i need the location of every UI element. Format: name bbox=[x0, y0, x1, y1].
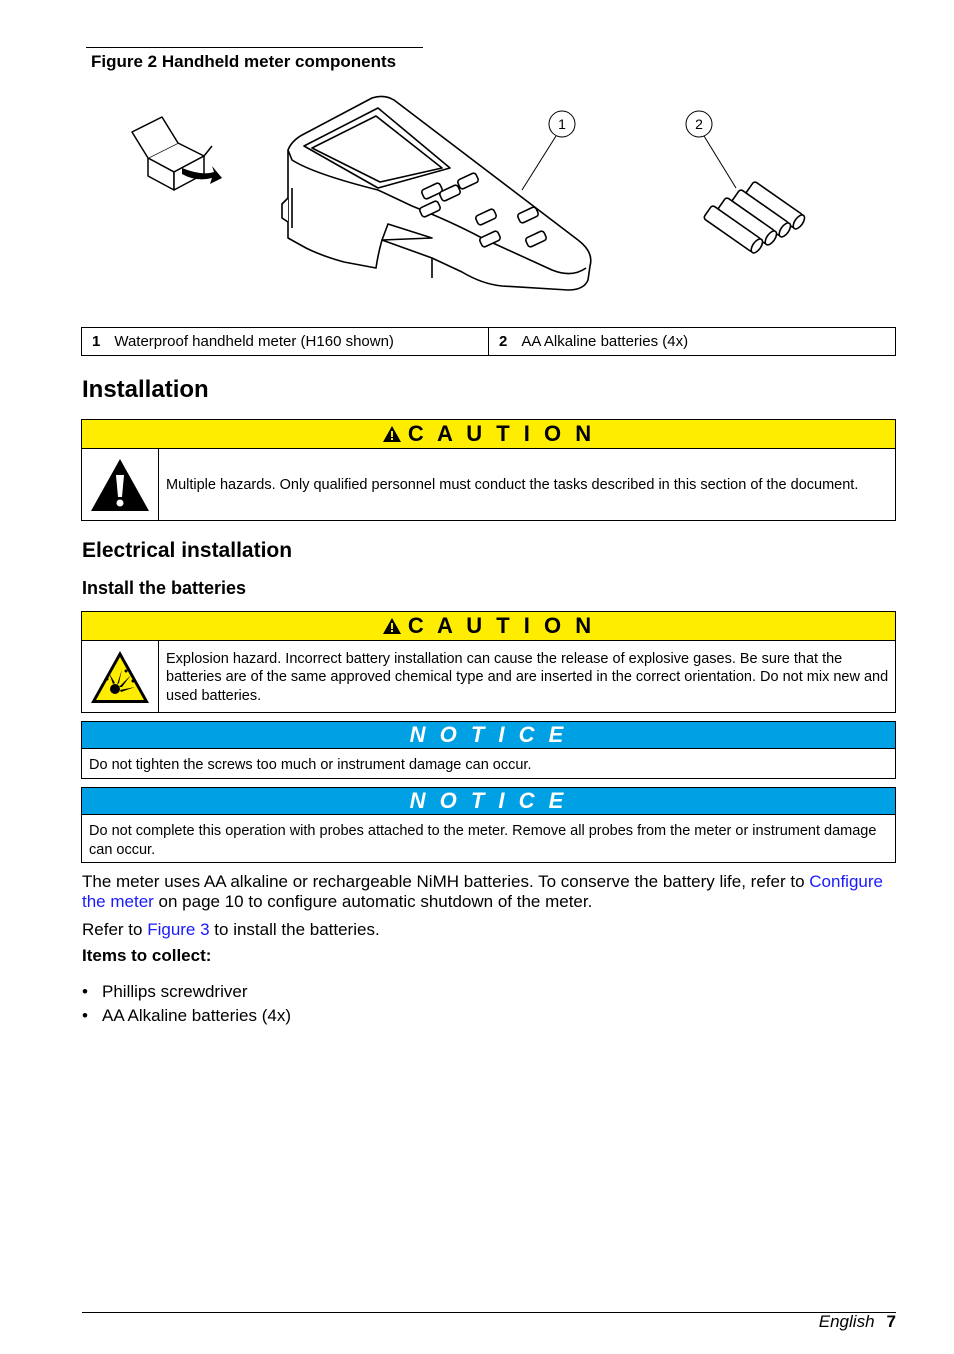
caution-header: C A U T I O N bbox=[82, 612, 895, 641]
caution-box-2 bbox=[81, 611, 896, 713]
items-title: Items to collect: bbox=[82, 946, 212, 965]
subsubsection-title: Install the batteries bbox=[82, 578, 247, 598]
meter-components-figure bbox=[82, 88, 896, 320]
svg-text:2: 2 bbox=[695, 116, 703, 132]
notice-box-2 bbox=[81, 787, 896, 863]
page-number: 7 bbox=[886, 1312, 896, 1331]
list-item: • Phillips screwdriver bbox=[82, 982, 291, 1006]
configure-meter-link[interactable]: Configure the meter bbox=[82, 872, 883, 911]
figure-caption: Figure 2 Handheld meter components bbox=[91, 52, 397, 71]
batteries-illustration bbox=[703, 181, 807, 255]
refer-paragraph: Refer to Figure 3 to install the batteries. bbox=[82, 920, 380, 939]
figure-3-link[interactable]: Figure 3 bbox=[147, 920, 210, 939]
footer-rule bbox=[82, 1312, 896, 1313]
caution-text-2: Explosion hazard. Incorrect battery installation can cause the release of explosive gases. Be sure that the batteries are of the same approved chemical type and are inserted in the correct orientation. Do not mix new and used batteries. bbox=[166, 650, 889, 704]
notice-header: N O T I C E bbox=[82, 722, 895, 749]
list-item: • AA Alkaline batteries (4x) bbox=[82, 1006, 291, 1030]
battery-paragraph: The meter uses AA alkaline or rechargeable NiMH batteries. To conserve the battery life, refer to Configure the meter on page 10 to configure automatic shutdown of the meter. bbox=[82, 872, 883, 911]
warning-small-icon bbox=[382, 425, 402, 443]
section-title: Installation bbox=[82, 376, 209, 403]
legend-item-1: 1 Waterproof handheld meter (H160 shown) bbox=[92, 333, 394, 350]
footer-language: English bbox=[818, 1312, 875, 1331]
legend-item-2: 2 AA Alkaline batteries (4x) bbox=[488, 328, 895, 355]
callout-1 bbox=[522, 111, 575, 190]
subsection-title: Electrical installation bbox=[82, 539, 293, 562]
notice-header: N O T I C E bbox=[82, 788, 895, 815]
caution-box-1 bbox=[81, 419, 896, 521]
footer bbox=[819, 1312, 896, 1332]
notice-text-1: Do not tighten the screws too much or instrument damage can occur. bbox=[89, 757, 532, 773]
meter-illustration bbox=[282, 96, 591, 290]
caution-header: C A U T I O N bbox=[82, 420, 895, 449]
warning-triangle-icon bbox=[82, 449, 159, 521]
callout-2 bbox=[686, 111, 736, 188]
explosion-hazard-icon bbox=[82, 641, 159, 713]
figure-legend bbox=[81, 327, 896, 356]
svg-text:1: 1 bbox=[558, 116, 566, 132]
warning-small-icon bbox=[382, 617, 402, 635]
caution-text-1: Multiple hazards. Only qualified personnel must conduct the tasks described in this section of the document. bbox=[166, 477, 859, 494]
notice-box-1 bbox=[81, 721, 896, 779]
notice-text-2: Do not complete this operation with probes attached to the meter. Remove all probes from the meter or instrument damage can occur. bbox=[89, 823, 877, 858]
items-list bbox=[82, 982, 291, 1030]
figure-rule bbox=[86, 47, 423, 48]
